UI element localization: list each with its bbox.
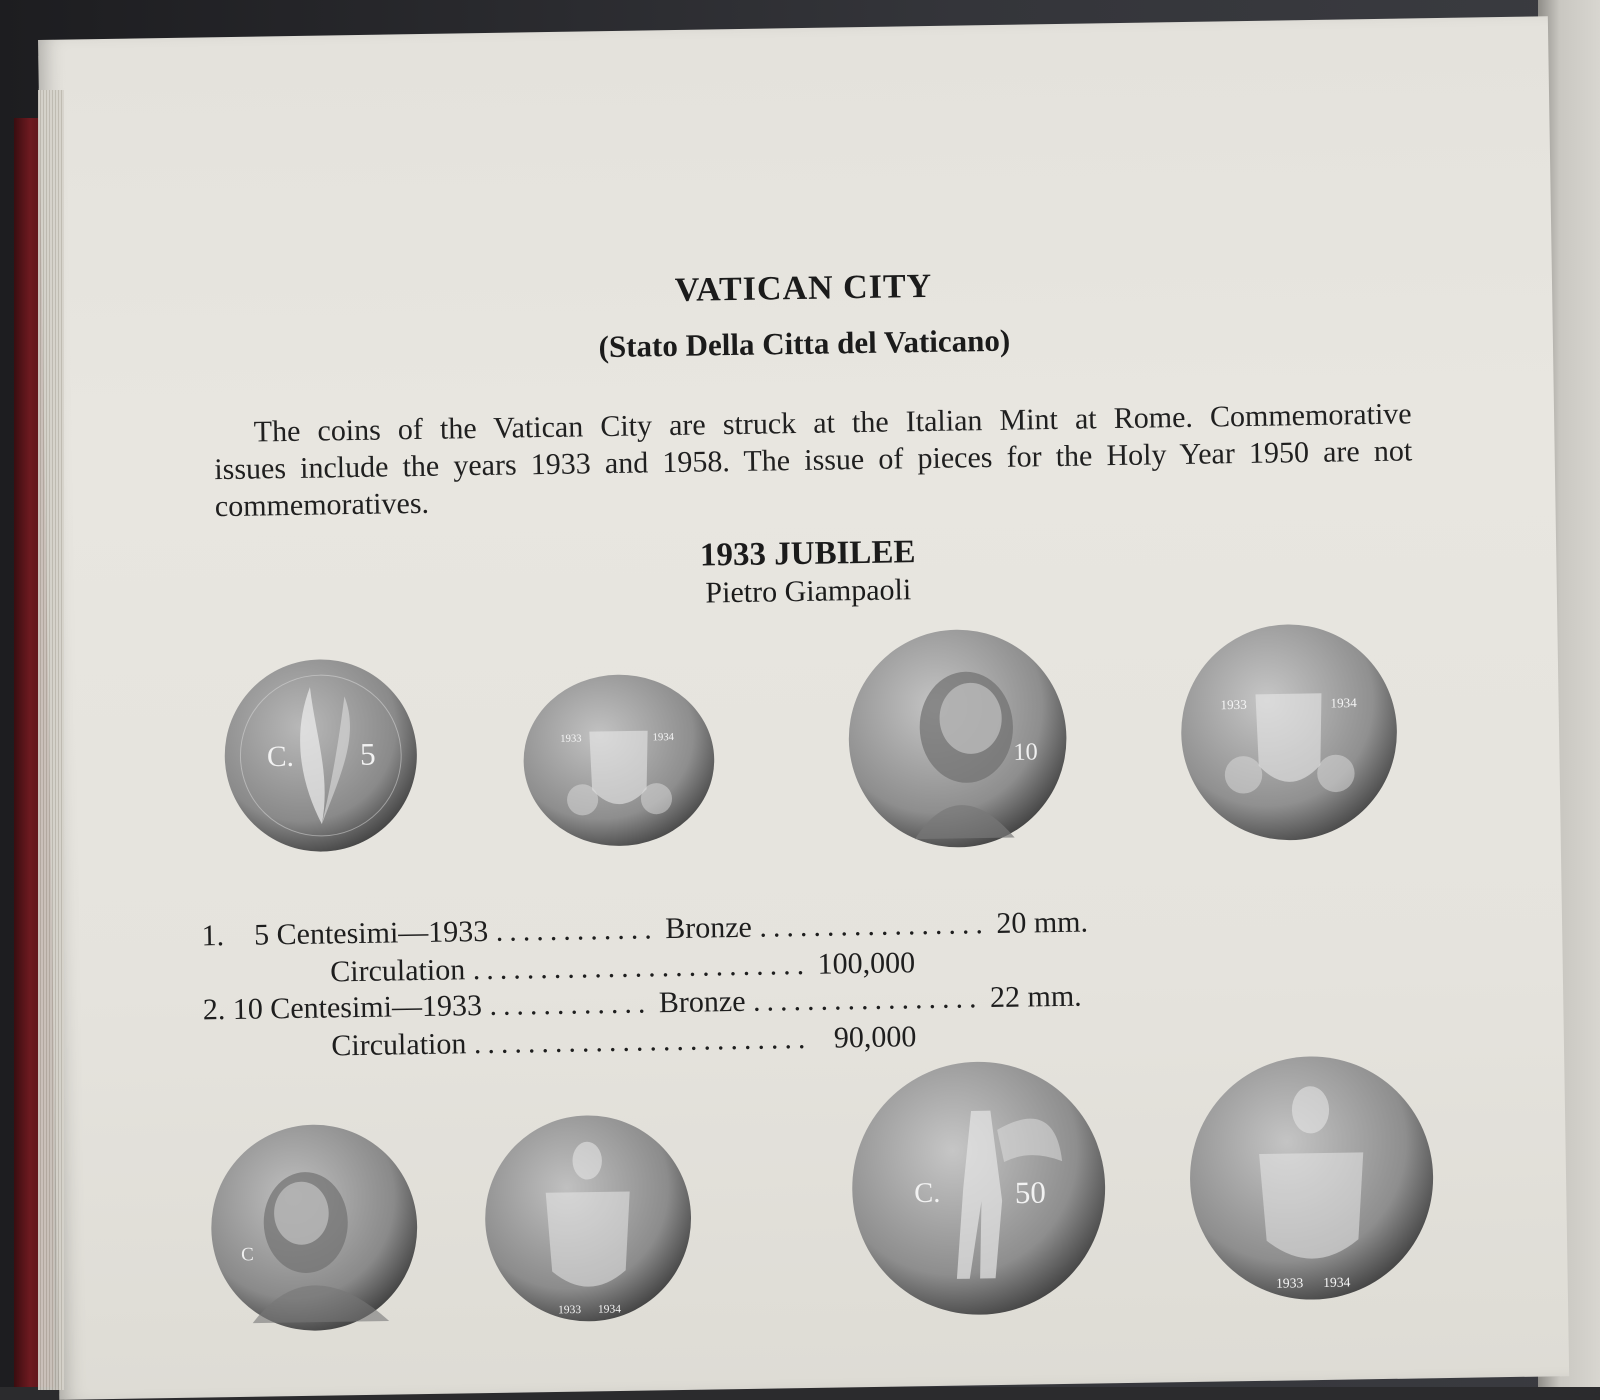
coin-10-centesimi-reverse [1175, 621, 1403, 845]
coin-image [518, 671, 721, 849]
coin-50-centesimi-obverse [848, 1057, 1110, 1319]
coin-5-centesimi-obverse [221, 656, 420, 855]
svg-text:50: 50 [1014, 1174, 1047, 1211]
leader-dots: ......................... [473, 1021, 812, 1061]
coin-image [848, 1057, 1110, 1319]
svg-text:1933: 1933 [560, 732, 582, 745]
entry-size: 22 mm. [989, 979, 1082, 1015]
svg-text:C: C [240, 1244, 254, 1266]
entry-size: 20 mm. [996, 905, 1089, 940]
svg-text:1933: 1933 [557, 1304, 582, 1317]
coin-10-centesimi-reverse-2 [476, 1112, 699, 1325]
leader-dots: ......................... [472, 947, 811, 987]
leader-dots: ................. [759, 907, 990, 944]
svg-text:1933: 1933 [1220, 696, 1247, 713]
coin-50-centesimi-reverse [1186, 1052, 1438, 1304]
coin-10-centesimi-obverse [845, 626, 1070, 851]
coin-image [845, 626, 1070, 851]
page-title: VATICAN CITY [674, 267, 933, 309]
svg-text:1934: 1934 [1330, 695, 1357, 711]
intro-paragraph: The coins of the Vatican City are struck at the Italian Mint at Rome. Commemorative issues include the years 1933 and 1958. The issue of pieces for the Holy Year 1950 are not commemoratives. [214, 397, 1413, 524]
leader-dots: ................. [752, 981, 983, 1018]
leader-dots: ............ [489, 986, 652, 1022]
circulation-value: 100,000 [817, 946, 916, 981]
svg-text:1934: 1934 [597, 1303, 622, 1316]
leader-dots: ............ [495, 912, 658, 948]
coin-image [203, 1121, 426, 1334]
coin-image [476, 1112, 699, 1325]
coin-image [1175, 621, 1403, 845]
coin-5-centesimi-reverse [518, 671, 721, 849]
entry-metal: Bronze [664, 910, 753, 946]
entry-denomination: 10 Centesimi—1933 [232, 989, 483, 1026]
circulation-value: 90,000 [833, 1020, 917, 1055]
entry-denomination: 5 Centesimi—1933 [253, 914, 489, 952]
entry-1-line [201, 906, 1088, 954]
svg-text:1934: 1934 [652, 731, 675, 744]
section-title: 1933 JUBILEE [699, 534, 916, 574]
coin-image [1186, 1052, 1438, 1304]
entry-metal: Bronze [658, 984, 746, 1020]
entry-number: 2. [202, 993, 226, 1027]
svg-text:10: 10 [1013, 738, 1038, 766]
svg-text:5: 5 [359, 736, 376, 772]
entry-number: 1. [201, 919, 225, 953]
coin-10-centesimi-obverse-2 [203, 1121, 426, 1334]
circulation-label: Circulation [331, 1027, 467, 1063]
svg-text:C.: C. [266, 740, 295, 774]
designer-name: Pietro Giampaoli [705, 573, 912, 610]
circulation-label: Circulation [329, 953, 466, 989]
svg-text:1933: 1933 [1275, 1275, 1304, 1291]
svg-text:C.: C. [914, 1177, 941, 1210]
svg-text:1934: 1934 [1323, 1274, 1351, 1290]
coin-image [221, 656, 420, 855]
entry-2-circulation-line [331, 1020, 916, 1063]
page-subtitle: (Stato Della Citta del Vaticano) [598, 322, 1011, 365]
